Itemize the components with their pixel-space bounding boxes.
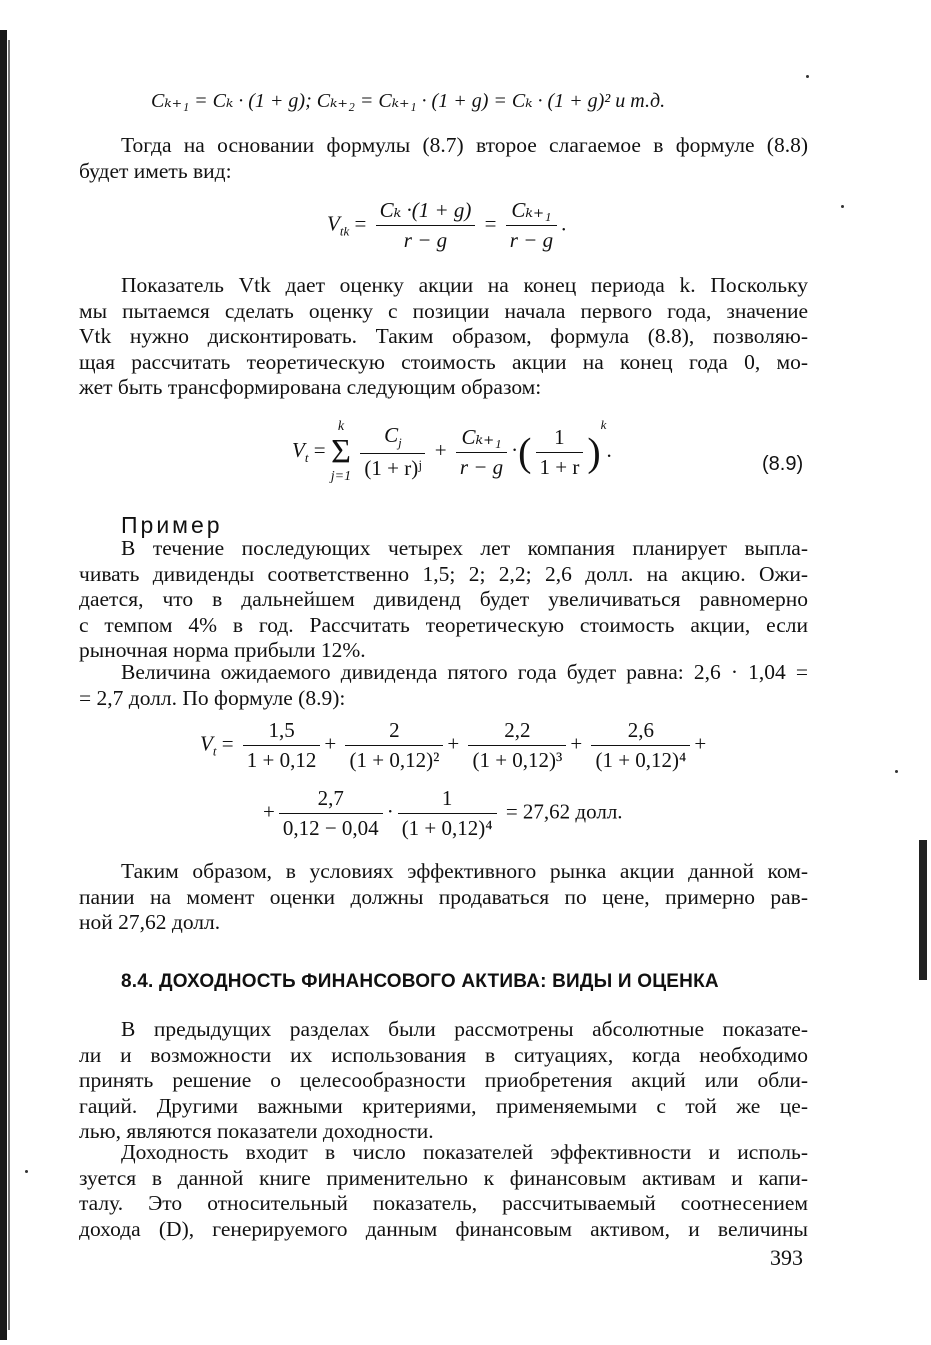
equation-number: (8.9) [762, 453, 804, 475]
fraction-num: 1 [536, 425, 584, 453]
sigma-symbol: Σ [331, 433, 351, 471]
formula-var: V [200, 731, 213, 756]
text-line: талу. Это относительный показатель, рассчитываемый соотнесением [79, 1191, 808, 1215]
text-line: лью, являются показатели доходности. [79, 1119, 434, 1143]
scan-binding-edge [0, 30, 7, 1340]
sum-operator [331, 419, 351, 485]
fraction-num: 1 [398, 786, 497, 814]
paragraph-conclusion [79, 859, 808, 936]
fraction [456, 425, 507, 480]
fraction-den: r − g [459, 454, 504, 479]
formula-exponent: k [600, 417, 607, 432]
fraction-den: r − g [403, 228, 448, 252]
fraction-den: (1 + r)ʲ [364, 456, 422, 481]
formula-var: V [327, 211, 340, 236]
text-line: жет быть трансформирована следующим образом: [79, 375, 542, 399]
scan-binding-shadow [8, 40, 10, 1330]
fraction [591, 718, 690, 773]
text-line: пании на момент оценки должны продаваться по цене, примерно рав- [79, 884, 808, 909]
formula-var: V [292, 438, 305, 462]
text-line: с темпом 4% в год. Рассчитать теоретическую стоимость акции, если [79, 612, 808, 637]
paragraph-fifth-dividend [79, 660, 808, 711]
formula-8-9: $V_t$ = k Σ j=1 $\frac{C_j}{\text{(1 + r)ʲ}}$ + $\frac{\text{Cₖ₊₁}}{r - g}$ ·( $\frac{1}{1 + r}$ )$^k$. [292, 417, 612, 485]
text-line: чивать дивиденды соответственно 1,5; 2; 2,2; 2,6 долл. на акцию. Ожи- [79, 561, 808, 586]
text-line: дохода (D), генерируемого данным финансовым активом, и величины [79, 1216, 808, 1241]
fraction-den: 0,12 − 0,04 [282, 816, 379, 840]
fraction-num: Cₖ₊₁ [506, 198, 557, 226]
text-line: Доходность входит в число показателей эффективности и исполь- [121, 1140, 808, 1164]
fraction-num: Cₖ ·(1 + g) [376, 198, 476, 226]
paragraph-intro [79, 133, 808, 184]
fraction-den: (1 + 0,12)⁴ [401, 816, 493, 840]
paragraph-example [79, 536, 808, 664]
fraction [536, 425, 584, 480]
fraction [279, 786, 383, 841]
text-line: принять решение о целесообразности приобретения акций или обли- [79, 1068, 808, 1092]
scan-speck [806, 75, 809, 78]
formula-sub: t [212, 743, 217, 759]
text-line: Показатель Vtk дает оценку акции на конец периода k. Поскольку [121, 273, 808, 297]
text-line: мы пытаемся сделать оценку с позиции начала первого года, значение [79, 298, 808, 323]
formula-sub: t [304, 450, 309, 466]
fraction [376, 198, 476, 253]
text-line: зуется в данной книге применительно к финансовым активам и капи- [79, 1165, 808, 1190]
example-title: Пример [121, 512, 223, 538]
sum-upper-limit: k [337, 419, 345, 435]
section-heading: 8.4. ДОХОДНОСТЬ ФИНАНСОВОГО АКТИВА: ВИДЫ И ОЦЕНКА [121, 971, 719, 992]
text-line: Тогда на основании формулы (8.7) второе слагаемое в формуле (8.8) [121, 133, 808, 157]
text-line: будет иметь вид: [79, 158, 232, 183]
scan-speck [895, 770, 898, 773]
sum-lower-limit: j=1 [330, 469, 352, 485]
text-line: = 2,7 долл. По формуле (8.9): [79, 685, 346, 710]
formula-vtk: $V_{tk}$ = $\frac{\text{Cₖ ·(1 + g)}}{r - g}$ = $\frac{\text{Cₖ₊₁}}{r - g}$ . [327, 198, 567, 252]
fraction-den: (1 + 0,12)² [349, 748, 440, 772]
formula-calculation-line-1: $V_t$ = $\frac{1,5}{1 + 0,12}$ + $\frac{2}{\text{(1 + 0,12)²}}$ + $\frac{2,2}{\text{(1 + 0,12)³}}$ + $\frac{2,6}{\text{(1 + 0,12)⁴}}$ + [200, 718, 707, 772]
fraction-den: 1 + 0,12 [246, 748, 317, 772]
scan-speck [841, 205, 844, 208]
text-line: ли и возможности их использования в ситуациях, когда необходимо [79, 1042, 808, 1067]
scan-speck [25, 1170, 28, 1173]
fraction-num: Cₖ₊₁ [456, 425, 507, 453]
paragraph-section-intro [79, 1017, 808, 1145]
paragraph-return-definition [79, 1140, 808, 1242]
fraction-num: 2,2 [468, 718, 566, 746]
fraction [243, 718, 321, 773]
text-line: щая рассчитать теоретическую стоимость акции на конец года 0, мо- [79, 349, 808, 374]
formula-sub: tk [339, 223, 350, 239]
text-line: гаций. Другими важными критериями, применяемыми с той же це- [79, 1093, 808, 1118]
text-line: дается, что в дальнейшем дивиденд будет увеличиваться равномерно [79, 587, 808, 611]
text-line: Vtk нужно дисконтировать. Таким образом, формула (8.8), позволяю- [79, 324, 808, 348]
fraction [468, 718, 566, 773]
fraction-num: C [384, 423, 399, 448]
fraction [398, 786, 497, 841]
text-line: рыночная норма прибыли 12%. [79, 638, 366, 662]
fraction-den: (1 + 0,12)³ [472, 748, 563, 772]
paragraph-vtk-explanation [79, 273, 808, 401]
scan-right-mark [919, 840, 927, 980]
fraction-den: 1 + r [539, 454, 580, 479]
fraction [345, 718, 443, 773]
fraction-num: 2,7 [279, 786, 383, 814]
fraction-den: r − g [509, 228, 554, 252]
fraction [360, 423, 425, 481]
fraction-num: 1,5 [243, 718, 321, 746]
formula-calculation-line-2: + $\frac{2,7}{0,12 - 0,04}$ · $\frac{1}{\text{(1 + 0,12)⁴}}$ = 27,62 долл. [263, 786, 623, 840]
formula-dividend-growth: Cₖ₊₁ = Cₖ · (1 + g); Cₖ₊₂ = Cₖ₊₁ · (1 + g) = Cₖ · (1 + g)² и т.д. [151, 90, 666, 112]
text-line: ной 27,62 долл. [79, 910, 221, 934]
text-line: Таким образом, в условиях эффективного рынка акции данной ком- [121, 859, 808, 883]
fraction-den: (1 + 0,12)⁴ [595, 748, 687, 772]
fraction-num: 2 [345, 718, 443, 746]
page-number: 393 [770, 1245, 803, 1270]
fraction-num: 2,6 [591, 718, 690, 746]
text-line: В предыдущих разделах были рассмотрены абсолютные показате- [121, 1017, 808, 1041]
formula-sub: j [398, 435, 402, 451]
fraction [506, 198, 557, 253]
text-line: Величина ожидаемого дивиденда пятого года будет равна: 2,6 · 1,04 = [121, 660, 808, 684]
text-line: В течение последующих четырех лет компания планирует выпла- [121, 536, 808, 560]
calculation-result: = 27,62 долл. [505, 799, 623, 824]
